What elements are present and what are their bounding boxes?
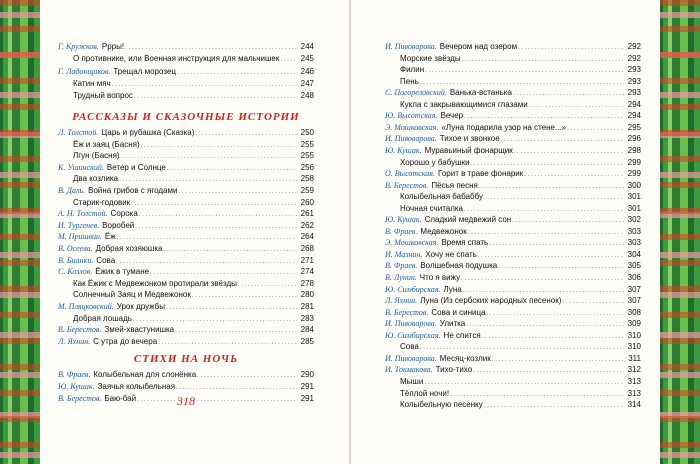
toc-page-number: 291	[300, 394, 314, 403]
toc-entry	[58, 381, 314, 393]
toc-author: Э. Мошковская.	[385, 122, 439, 132]
toc-page-number: 255	[300, 139, 314, 149]
toc-author: Ю. Симбирская.	[385, 330, 441, 340]
toc-entry	[385, 272, 641, 284]
toc-entry	[58, 127, 314, 139]
toc-entry	[385, 341, 641, 353]
toc-page-number: 309	[627, 319, 641, 329]
toc-title: Два козлика	[73, 174, 119, 184]
toc-entry	[58, 313, 314, 325]
toc-entry	[385, 133, 641, 145]
toc-title: Горит в траве фонарик	[438, 169, 524, 179]
toc-page-number: 274	[300, 267, 314, 277]
toc-author: К. Ушинский.	[58, 162, 104, 172]
toc-entry	[385, 53, 641, 65]
toc-page-number: 293	[627, 76, 641, 86]
toc-page-number: 280	[300, 290, 314, 300]
toc-leader	[177, 66, 297, 79]
toc-entry	[385, 157, 641, 169]
toc-title: Месяц-козлик	[439, 353, 491, 363]
toc-page-number: 247	[300, 78, 314, 88]
toc-entry	[385, 87, 641, 99]
toc-page-number: 305	[627, 261, 641, 271]
toc-leader	[280, 53, 297, 66]
toc-entry	[385, 64, 641, 76]
toc-entry	[58, 243, 314, 255]
toc-title: Не спится	[443, 330, 481, 340]
toc-title: Мыши	[400, 376, 424, 386]
toc-page-number: 306	[627, 273, 641, 282]
toc-entry	[385, 330, 641, 342]
toc-entry	[385, 284, 641, 296]
toc-title: Заячья колыбельная	[97, 382, 176, 391]
toc-title: Тихое и звонкое	[439, 134, 500, 144]
toc-page-number: 302	[627, 215, 641, 225]
toc-entry	[58, 231, 314, 243]
toc-entry	[385, 353, 641, 365]
toc-page-number: 260	[300, 197, 314, 207]
toc-author: В. Берестов.	[385, 307, 429, 317]
toc-author: О. Высотская.	[385, 169, 436, 179]
toc-page-number: 264	[300, 232, 314, 242]
toc-author: М. Пляцковский.	[58, 302, 114, 311]
toc-author: Ю. Симбирская.	[385, 284, 441, 294]
toc-page-number: 291	[300, 382, 314, 391]
toc-page-number: 303	[627, 226, 641, 236]
toc-title: Вечером над озером	[439, 42, 518, 51]
toc-title: Улитка	[439, 319, 466, 329]
toc-entry	[58, 139, 314, 151]
toc-page-number: 268	[300, 244, 314, 253]
toc-title: Война грибов с ягодами	[88, 186, 178, 195]
toc-title: Лгун (Басня)	[73, 151, 120, 161]
toc-entry	[58, 369, 314, 381]
page-number: 318	[177, 394, 195, 408]
toc-entry	[385, 295, 641, 307]
book-gutter	[349, 0, 351, 464]
toc-author: В. Фраев.	[385, 226, 418, 236]
toc-entry	[385, 307, 641, 319]
toc-entry	[58, 41, 314, 53]
toc-title: Хочу не спать	[425, 249, 477, 259]
toc-author: Г. Ладонщиков.	[58, 66, 111, 76]
toc-entry	[58, 266, 314, 278]
toc-title: Добрая хозяюшка	[95, 244, 163, 253]
toc-entry	[58, 197, 314, 209]
toc-page-number: 293	[627, 65, 641, 75]
toc-author: Л. Яхнин.	[58, 336, 91, 346]
toc-title: Ночная считалка	[400, 203, 464, 213]
toc-entry	[385, 99, 641, 111]
toc-title: Солнечный Заяц и Медвежонок	[73, 290, 191, 300]
toc-author: В. Берестов.	[58, 325, 102, 335]
toc-page-number: 294	[627, 111, 641, 121]
toc-page-number: 278	[300, 278, 314, 288]
toc-entry	[58, 162, 314, 174]
toc-page-number: 299	[627, 169, 641, 179]
toc-page-number: 312	[627, 365, 641, 375]
toc-entry	[58, 185, 314, 197]
toc-entry	[58, 336, 314, 348]
toc-entry	[385, 399, 641, 411]
toc-entry	[385, 122, 641, 134]
toc-entry	[58, 66, 314, 78]
toc-entry	[385, 318, 641, 330]
toc-entry	[385, 388, 641, 400]
toc-title: Вечер	[440, 111, 464, 121]
toc-title: Тихо-тихо	[435, 365, 473, 375]
toc-title: Муравьиный фонарщик	[424, 145, 513, 155]
toc-author: Ю. Кушак.	[385, 145, 422, 155]
toc-title: Трудный вопрос	[73, 91, 133, 101]
toc-title: Луна	[443, 284, 462, 294]
toc-entry	[385, 145, 641, 157]
toc-page-number: 246	[300, 66, 314, 76]
toc-page-number: 311	[628, 353, 641, 363]
toc-title: Ррры!	[101, 42, 125, 51]
toc-entry	[58, 324, 314, 336]
toc-author: Э. Мошковская.	[385, 238, 439, 248]
toc-page-number: 271	[300, 255, 314, 265]
toc-entry	[385, 168, 641, 180]
toc-author: И. Пивоварова.	[385, 42, 437, 51]
toc-title: Сова	[96, 255, 116, 265]
toc-author: Л. Толстой.	[58, 128, 99, 137]
toc-author: В. Бианки.	[58, 255, 94, 265]
toc-author: Ю. Кушак.	[385, 215, 422, 225]
toc-page-number: 283	[300, 313, 314, 323]
toc-entry	[58, 301, 314, 313]
toc-page-number: 293	[627, 88, 641, 98]
toc-title: Пень	[400, 76, 419, 86]
toc-entry	[385, 41, 641, 53]
toc-author: И. Токмакова.	[385, 365, 433, 375]
toc-title: Сова	[400, 342, 419, 352]
toc-entry	[385, 76, 641, 88]
toc-page-number: 301	[627, 203, 641, 213]
toc-author: Ю. Кушак.	[58, 382, 95, 391]
toc-page-number: 290	[300, 370, 314, 379]
toc-title: Луна (Из сербских народных песенок)	[420, 296, 562, 306]
toc-entry	[58, 90, 314, 102]
toc-title: Кукла с закрывающимися глазами	[400, 99, 528, 109]
toc-page-number: 250	[300, 128, 314, 137]
toc-author: Г. Кружков.	[58, 42, 99, 51]
toc-author: В. Берестов.	[58, 394, 102, 403]
toc-author: С. Козлов.	[58, 267, 93, 277]
toc-leader	[112, 78, 297, 91]
toc-page-number: 303	[627, 238, 641, 248]
toc-page-number: 313	[627, 376, 641, 386]
toc-title: Змей-хвастунишка	[104, 325, 175, 335]
toc-title: Катин мяч	[73, 78, 111, 88]
toc-entry	[385, 260, 641, 272]
toc-page-number: 308	[627, 307, 641, 317]
toc-page-number: 258	[300, 174, 314, 184]
toc-page-number: 248	[300, 91, 314, 101]
left-ornamental-border	[0, 0, 40, 464]
toc-entry	[58, 150, 314, 162]
toc-title: С утра до вечера	[93, 336, 158, 346]
toc-author: И. Пивоварова.	[385, 134, 437, 144]
toc-page-number: 313	[627, 388, 641, 398]
toc-author: И. Мазнин.	[385, 249, 423, 259]
toc-page-number: 281	[300, 302, 314, 311]
toc-page-number: 307	[627, 296, 641, 306]
toc-entry	[58, 255, 314, 267]
toc-title: Старик-годовик	[73, 197, 131, 207]
toc-title: Ветер и Солнце	[106, 162, 166, 172]
toc-page-number: 255	[300, 151, 314, 161]
toc-author: И. Пивоварова.	[385, 319, 437, 329]
toc-page-number: 292	[627, 53, 641, 63]
toc-title: Ёж и заяц (Басня)	[73, 139, 140, 149]
toc-author: В. Лунин.	[385, 273, 417, 282]
toc-author: В. Фраев.	[385, 261, 418, 271]
toc-page-number: 292	[627, 42, 641, 51]
toc-entry	[385, 249, 641, 261]
toc-entry	[58, 278, 314, 290]
toc-entry	[385, 237, 641, 249]
toc-entry	[385, 180, 641, 192]
toc-title: Добрая лошадь	[73, 313, 132, 323]
toc-page-number: 296	[627, 134, 641, 144]
toc-page-number: 307	[627, 284, 641, 294]
toc-entry	[385, 191, 641, 203]
toc-page-number: 294	[627, 99, 641, 109]
toc-title: Тёплой ночи!	[400, 388, 450, 398]
toc-leader	[125, 41, 297, 54]
toc-title: Колыбельную песенку	[400, 400, 483, 410]
toc-entry	[385, 364, 641, 376]
toc-page-number: 245	[300, 54, 314, 64]
toc-page-number: 304	[627, 249, 641, 259]
toc-title: Пёсья песня	[431, 180, 478, 190]
toc-entry	[385, 376, 641, 388]
toc-entry	[58, 78, 314, 90]
toc-title: Ёж	[104, 232, 116, 242]
toc-author: В. Осеева.	[58, 244, 93, 253]
toc-page-number: 285	[300, 336, 314, 346]
toc-author: А. Н. Толстой.	[58, 209, 108, 219]
toc-title: Колыбельная бабаббу	[400, 192, 483, 202]
toc-page-number: 284	[300, 325, 314, 335]
section-heading-stories: РАССКАЗЫ И СКАЗОЧНЫЕ ИСТОРИИ	[72, 111, 300, 123]
toc-entry	[58, 53, 314, 65]
toc-entry	[385, 214, 641, 226]
toc-title: Ёжик в тумане	[95, 267, 150, 277]
toc-author: Л. Яхнин.	[385, 296, 418, 306]
toc-title: Как Ёжик с Медвежонком протирали звёзды	[73, 278, 237, 288]
toc-entry	[58, 208, 314, 220]
toc-entry	[385, 226, 641, 238]
toc-entry	[58, 289, 314, 301]
toc-author: И. Тургенев.	[58, 220, 100, 230]
toc-author: В. Фраев.	[58, 370, 91, 379]
section-heading-poems: СТИХИ НА НОЧЬ	[133, 353, 239, 365]
toc-title: Сладкий медвежий сон	[424, 215, 512, 225]
toc-author: В. Даль.	[58, 186, 86, 195]
toc-page-number: 300	[627, 180, 641, 190]
toc-entry	[385, 203, 641, 215]
toc-page-number: 298	[627, 145, 641, 155]
toc-entry	[385, 110, 641, 122]
toc-author: Ю. Высотская.	[385, 111, 438, 121]
toc-entry	[58, 173, 314, 185]
toc-leader	[134, 90, 297, 103]
toc-title: Медвежонок	[420, 226, 467, 236]
toc-title: Филин	[400, 65, 425, 75]
right-ornamental-border	[660, 0, 700, 464]
toc-page-number: 261	[300, 209, 314, 219]
toc-page-number: 262	[300, 220, 314, 230]
toc-page-number: 295	[627, 122, 641, 132]
toc-title: О противнике, или Военная инструкция для мальчишек	[73, 54, 280, 64]
toc-title: Что я вижу	[419, 273, 461, 282]
toc-entry	[58, 220, 314, 232]
toc-author: И. Пивоварова.	[385, 353, 437, 363]
toc-title: Воробей	[102, 220, 135, 230]
toc-author: В. Берестов.	[385, 180, 429, 190]
toc-title: «Луна подарила узор на стене...»	[441, 122, 567, 132]
toc-title: Сорока	[110, 209, 138, 219]
toc-title: Сова и синица	[431, 307, 486, 317]
toc-title: Колыбельная для слонёнка	[93, 370, 197, 379]
toc-title: Трещал морозец	[113, 66, 176, 76]
toc-title: Время спать	[441, 238, 489, 248]
toc-page-number: 310	[627, 330, 641, 340]
toc-title: Ванька-встанька	[449, 88, 512, 98]
toc-title: Царь и рубашка (Сказка)	[101, 128, 195, 137]
toc-title: Волшебная подушка	[420, 261, 498, 271]
toc-leader	[158, 336, 297, 349]
toc-page-number: 256	[300, 162, 314, 172]
toc-title: Баю-бай	[104, 394, 137, 403]
toc-page-number: 299	[627, 157, 641, 167]
toc-page-number: 259	[300, 186, 314, 195]
toc-leader	[484, 399, 624, 412]
toc-page-number: 310	[627, 342, 641, 352]
toc-author: М. Пришвин.	[58, 232, 102, 242]
toc-page-number: 244	[300, 42, 314, 51]
toc-page-number: 301	[627, 192, 641, 202]
toc-author: С. Погореловский.	[385, 88, 447, 98]
toc-title: Морские звёзды	[400, 53, 461, 63]
toc-title: Хорошо у бабушки	[400, 157, 470, 167]
toc-page-number: 314	[627, 400, 641, 410]
toc-title: Урок дружбы	[116, 302, 165, 311]
